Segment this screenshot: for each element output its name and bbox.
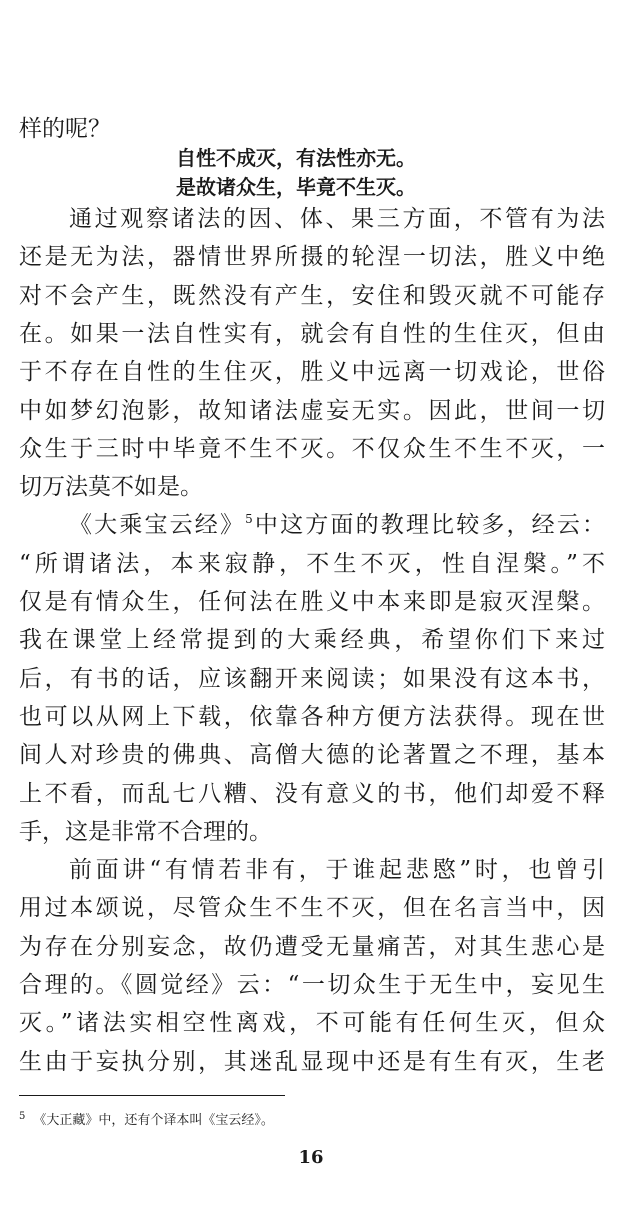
- body-line-text: 生由于妄执分别，其迷乱显现中还是有生有灭，生老: [19, 1048, 605, 1075]
- body-line-text: 手，这是非常不合理的。: [19, 818, 272, 845]
- body-line: [19, 544, 605, 584]
- body-line: [19, 391, 605, 431]
- footnote: [19, 1107, 274, 1131]
- footnote-divider: [19, 1095, 285, 1096]
- body-line-text: 中如梦幻泡影，故知诸法虚妄无实。因此，世间一切: [19, 397, 605, 424]
- body-line-text: 后，有书的话，应该翻开来阅读；如果没有这本书，: [19, 665, 605, 692]
- body-line: [19, 620, 605, 660]
- body-line: [69, 505, 605, 545]
- body-line: [19, 276, 605, 316]
- body-line-text: 样的呢？: [19, 116, 111, 142]
- body-line-text: 我在课堂上经常提到的大乘经典，希望你们下来过: [19, 627, 605, 654]
- body-line-text: 仅是有情众生，任何法在胜义中本来即是寂灭涅槃。: [19, 589, 605, 615]
- body-line: [19, 697, 605, 737]
- body-line: [19, 109, 605, 149]
- verse-line-2: 是故诸众生，毕竟不生灭。: [176, 175, 416, 199]
- body-line: [19, 237, 605, 277]
- body-line-text: 于不存在自性的生住灭，胜义中远离一切戏论，世俗: [19, 359, 605, 386]
- body-line-text: 合理的。《圆觉经》云：“一切众生于无生中，妄见生: [19, 972, 605, 998]
- body-line: [19, 429, 605, 469]
- body-line-text: 通过观察诸法的因、体、果三方面，不管有为法: [69, 206, 605, 232]
- body-line-text: 上不看，而乱七八糟、没有意义的书，他们却爱不释: [19, 780, 605, 807]
- body-line: [19, 1042, 605, 1082]
- body-line: [19, 888, 605, 928]
- body-line-text: “所谓诸法，本来寂静，不生不灭，性自涅槃。”不: [19, 550, 605, 577]
- body-line-text: 对不会产生，既然没有产生，安住和毁灭就不可能存: [19, 282, 605, 309]
- body-line: [19, 812, 605, 852]
- body-line-text: 切万法莫不如是。: [19, 474, 203, 501]
- body-line: [69, 199, 605, 239]
- body-line: [19, 774, 605, 814]
- body-line-text: 为存在分别妄念，故仍遭受无量痛苦，对其生悲心是: [19, 933, 605, 960]
- body-line-text: 众生于三时中毕竟不生不灭。不仅众生不生不灭，一: [19, 435, 605, 462]
- body-line-text: 间人对珍贵的佛典、高僧大德的论著置之不理，基本: [19, 742, 605, 769]
- body-line-text: 《大乘宝云经》: [69, 512, 246, 539]
- footnote-text: 《大正藏》中，还有个译本叫《宝云经》。: [33, 1113, 274, 1128]
- body-line: [19, 965, 605, 1005]
- body-line: [19, 1003, 605, 1043]
- body-line: [19, 659, 605, 699]
- body-line: [19, 582, 605, 622]
- body-line-text: 在。如果一法自性实有，就会有自性的生住灭，但由: [19, 320, 605, 347]
- body-line-text: 灭。”诸法实相空性离戏，不可能有任何生灭，但众: [19, 1010, 605, 1037]
- body-line: [19, 735, 605, 775]
- body-line: [19, 314, 605, 354]
- verse-line-1: 自性不成灭，有法性亦无。: [176, 146, 416, 170]
- body-line: [19, 467, 605, 507]
- body-line-text: 也可以从网上下载，依靠各种方便方法获得。现在世: [19, 703, 605, 730]
- page-number: 16: [298, 1147, 324, 1168]
- footnote-marker: 5: [19, 1111, 26, 1122]
- body-line-text: 前面讲“有情若非有，于谁起悲愍”时，也曾引: [69, 857, 605, 884]
- body-line-text: 用过本颂说，尽管众生不生不灭，但在名言当中，因: [19, 895, 605, 922]
- body-line: [19, 927, 605, 967]
- body-line: [69, 850, 605, 890]
- body-line: [19, 352, 605, 392]
- footnote-reference: 5: [245, 512, 253, 527]
- body-line-text: 还是无为法，器情世界所摄的轮涅一切法，胜义中绝: [19, 244, 605, 271]
- body-line-text: 中这方面的教理比较多，经云：: [252, 512, 606, 539]
